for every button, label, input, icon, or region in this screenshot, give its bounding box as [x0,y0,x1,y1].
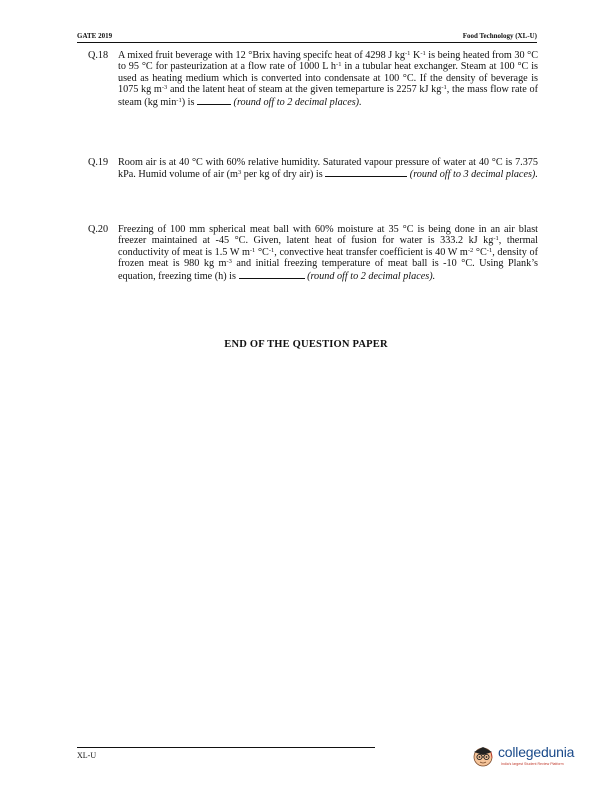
rounding-hint: (round off to 2 decimal places). [233,96,362,108]
question-number: Q.20 [88,224,109,235]
end-of-paper-heading: END OF THE QUESTION PAPER [224,339,388,350]
header-divider [77,42,537,43]
question-18 [88,50,538,108]
answer-blank [197,96,231,105]
question-text: Room air is at 40 °C with 60% relative humidity. Saturated vapour pressure of water at 40 °C is 7.375 kPa. Humid volume of air ($m^3$ per kg of dry air) is (round off to 3 decimal places). [118,157,538,181]
header-exam-name: GATE 2019 [77,32,113,40]
question-text: Freezing of 100 mm spherical meat ball with 60% moisture at 35 °C is being done in an air blast freezer maintained at -45 °C. Given, latent heat of fusion for water is 333.2 kJ $kg^{-1}$, thermal conductivity of meat is 1.5 W $m^{-1}$ $^\circ C^{-1}$, convective heat transfer coefficient is 40 W $m^{-2}$ $^\circ C^{-1}$, density of frozen meat is 980 kg $m^{-3}$ and initial freezing temperature of meat ball is -10 °C. Using Plank’s equation, freezing time (h) is (round off to 2 decimal places). [118,224,538,282]
answer-blank [325,168,407,177]
collegedunia-logo [470,742,595,772]
question-20 [88,224,538,282]
logo-wordmark: collegedunia [498,744,575,760]
header-paper-name: Food Technology (XL-U) [462,32,537,40]
rounding-hint: (round off to 3 decimal places). [409,169,538,181]
question-text: A mixed fruit beverage with 12 °Brix having specifc heat of 4298 J $kg^{-1}$ $K^{-1}$ is being heated from 30 °C to 95 °C for pasteurization at a flow rate of 1000 L $h^{-1}$ in a tubular heat exchanger. Steam at 100 °C is used as heating medium which is converted into condensate at 100 °C. If the density of beverage is 1075 kg $m^{-3}$ and the latent heat of steam at the given temeparture is 2257 kJ $kg^{-1}$, the mass flow rate of steam (kg $\min^{-1}$) is (round off to 2 decimal places). [118,50,538,108]
question-19 [88,157,538,181]
mascot-icon [470,742,496,768]
footer-divider [77,747,375,748]
question-number: Q.19 [88,157,109,168]
logo-tagline: India's largest Student Review Platform [501,762,564,766]
footer-paper-code: XL-U [77,751,97,760]
rounding-hint: (round off to 2 decimal places). [307,270,436,282]
question-number: Q.18 [88,50,109,61]
answer-blank [239,270,305,279]
